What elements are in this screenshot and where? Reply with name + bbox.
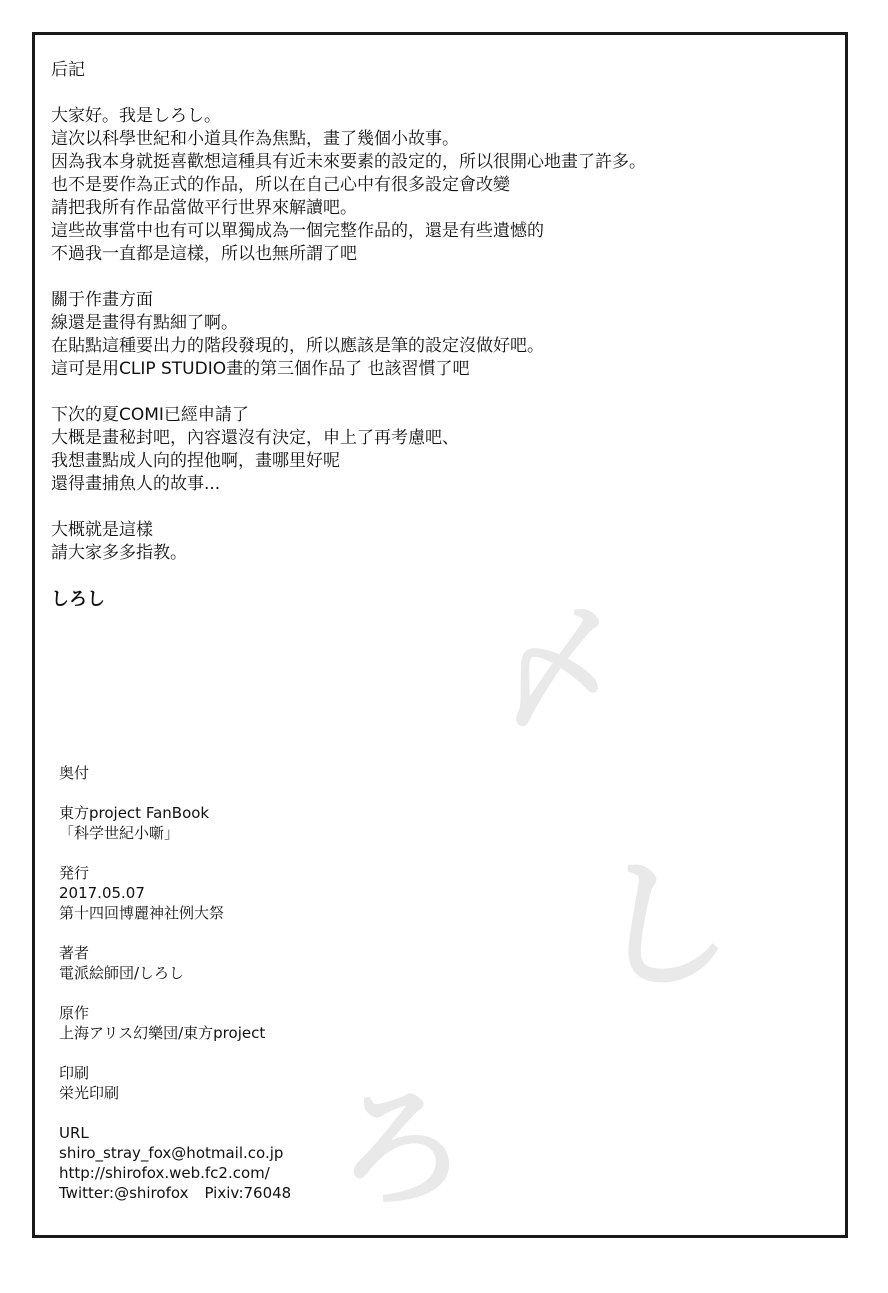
afterword-line: 大概是畫秘封吧，內容還沒有決定，申上了再考慮吧、 xyxy=(51,428,459,448)
afterword-paragraph xyxy=(51,289,831,381)
afterword-line: 線還是畫得有點細了啊。 xyxy=(51,313,238,333)
afterword-line: 我想畫點成人向的捏他啊，畫哪里好呢 xyxy=(51,451,340,471)
colophon-heading: 奥付 xyxy=(59,764,90,782)
contact-info xyxy=(59,1123,659,1203)
printing-label: 印刷 xyxy=(59,1064,90,1082)
twitter-handle: Twitter:@shirofox xyxy=(59,1184,189,1202)
original-value: 上海アリス幻樂団/東方project xyxy=(59,1024,266,1042)
author-label: 著者 xyxy=(59,944,90,962)
publication-label: 発行 xyxy=(59,864,90,882)
pixiv-id: Pixiv:76048 xyxy=(204,1184,292,1202)
afterword-paragraph xyxy=(51,105,831,266)
printing-info xyxy=(59,1063,659,1103)
afterword-paragraph xyxy=(51,519,831,565)
afterword-line: 關于作畫方面 xyxy=(51,290,153,310)
original-work-info xyxy=(59,1003,659,1043)
afterword-line: 也不是要作為正式的作品，所以在自己心中有很多設定會改變 xyxy=(51,175,510,195)
author-info xyxy=(59,943,659,983)
afterword-line: 大概就是這樣 xyxy=(51,520,153,540)
book-series: 東方project FanBook xyxy=(59,804,210,822)
afterword-title: 后記 xyxy=(51,60,85,80)
original-label: 原作 xyxy=(59,1004,90,1022)
afterword-line: 還得畫捕魚人的故事... xyxy=(51,474,221,494)
book-info xyxy=(59,803,659,843)
printing-value: 栄光印刷 xyxy=(59,1084,120,1102)
background-watermark: 〆 xyxy=(487,592,626,749)
afterword-paragraph xyxy=(51,404,831,496)
social-accounts xyxy=(59,1183,659,1203)
page-frame xyxy=(32,32,848,1238)
publication-date: 2017.05.07 xyxy=(59,884,145,902)
afterword-section xyxy=(51,59,831,611)
afterword-line: 因為我本身就挺喜歡想這種具有近未來要素的設定的，所以很開心地畫了許多。 xyxy=(51,152,646,172)
url-label: URL xyxy=(59,1124,89,1142)
afterword-line: 大家好。我是しろし。 xyxy=(51,106,221,126)
publication-event: 第十四回博麗神社例大祭 xyxy=(59,904,225,922)
publication-info xyxy=(59,863,659,923)
background-watermark: ろ xyxy=(330,1067,471,1230)
colophon-section xyxy=(59,763,659,1223)
afterword-line: 不過我一直都是這樣，所以也無所謂了吧 xyxy=(51,244,357,264)
background-watermark: し xyxy=(585,838,743,1016)
author-signature: しろし xyxy=(51,589,105,610)
book-title: 「科学世紀小噺」 xyxy=(59,824,180,842)
afterword-line: 請大家多多指教。 xyxy=(51,543,187,563)
afterword-line: 在貼點這種要出力的階段發現的，所以應該是筆的設定沒做好吧。 xyxy=(51,336,544,356)
afterword-line: 這可是用CLIP STUDIO畫的第三個作品了 也該習慣了吧 xyxy=(51,359,470,379)
afterword-line: 這些故事當中也有可以單獨成為一個完整作品的，還是有些遺憾的 xyxy=(51,221,544,241)
afterword-line: 這次以科學世紀和小道具作為焦點，畫了幾個小故事。 xyxy=(51,129,459,149)
author-value: 電派絵師団/しろし xyxy=(59,964,185,982)
afterword-line: 請把我所有作品當做平行世界來解讀吧。 xyxy=(51,198,357,218)
website-url: http://shirofox.web.fc2.com/ xyxy=(59,1164,270,1182)
email-address: shiro_stray_fox@hotmail.co.jp xyxy=(59,1144,284,1162)
afterword-line: 下次的夏COMI已經申請了 xyxy=(51,405,249,425)
